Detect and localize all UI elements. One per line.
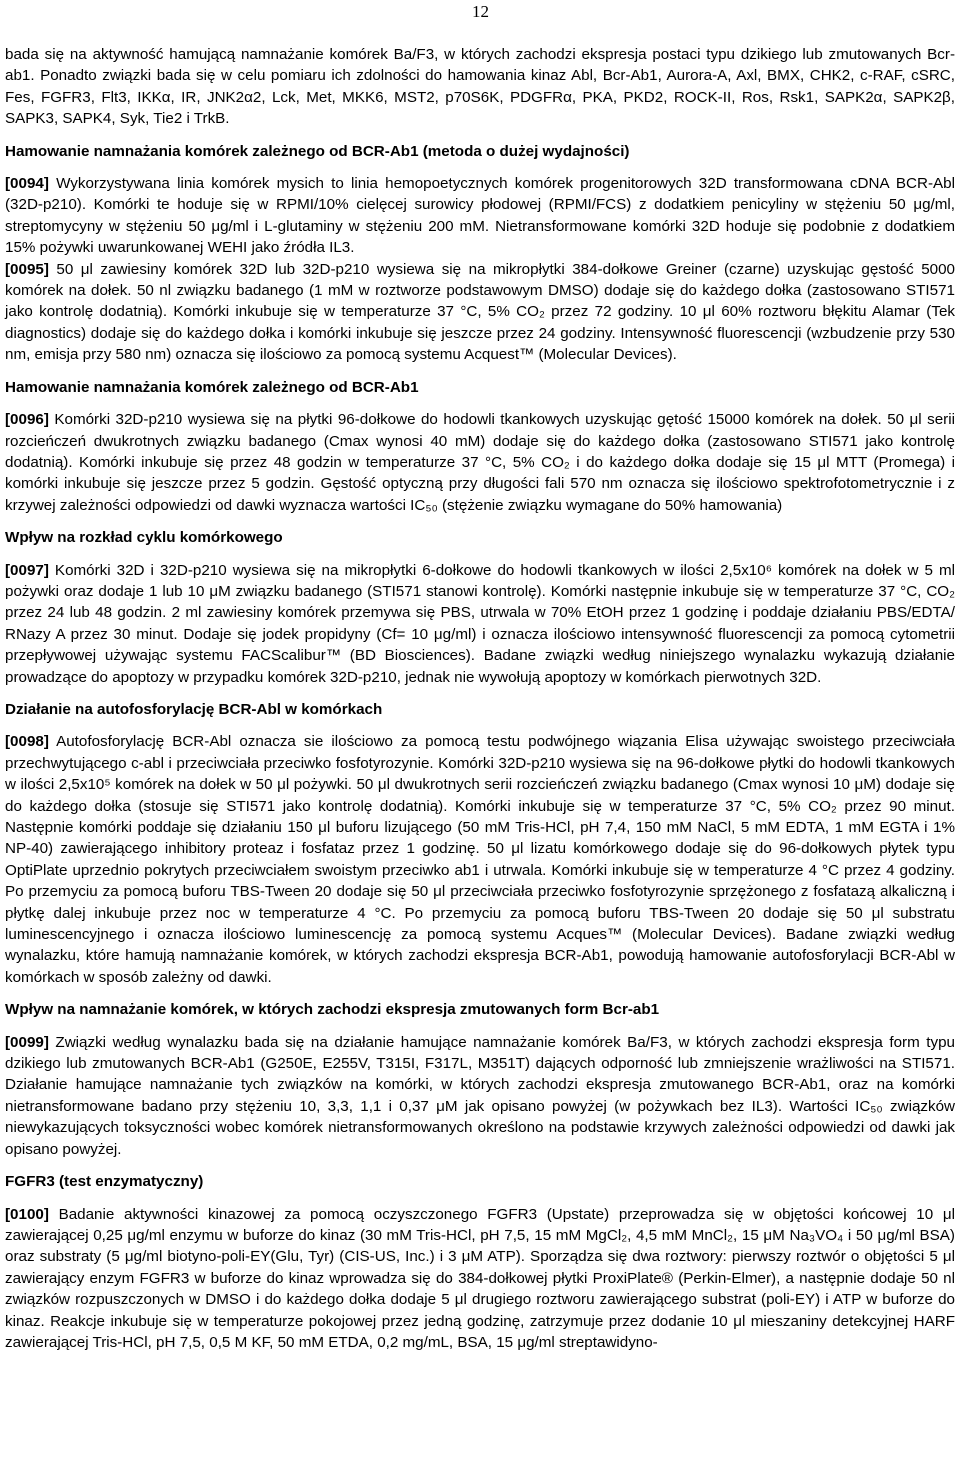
paragraph-number: [0100] — [5, 1205, 49, 1223]
paragraph-number: [0098] — [5, 733, 49, 751]
page-number: 12 — [472, 2, 489, 21]
document-body — [5, 44, 955, 1353]
intro-paragraph: bada się na aktywność hamującą namnażanie komórek Ba/F3, w których zachodzi ekspresja postaci typu dzikiego lub zmutowanych Bcr-ab1. Ponadto związki bada się w celu pomiaru ich zdolności do hamowania kinaz Abl, Bcr-Ab1, Aurora-A, Axl, BMX, CHK2, c-RAF, cSRC, Fes, FGFR3, Flt3, IKKα, IR, JNK2α2, Lck, Met, MKK6, MST2, p70S6K, PDGFRα, PKA, PKD2, ROCK-II, Ros, Rsk1, SAPK2α, SAPK2β, SAPK3, SAPK4, Syk, Tie2 i TrkB. — [5, 46, 955, 128]
paragraph-text: Komórki 32D i 32D-p210 wysiewa się na mikropłytki 6-dołkowe do hodowli tkankowych w ilości 2,5x10⁶ komórek na dołek w 5 ml pożywki oraz dodaje 1 lub 10 μM związku badanego (STI571 stanowi kontrolę). Komórki następnie inkubuje się w temperaturze 37 °C, CO₂ przez 24 lub 48 godzin. 2 ml zawiesiny komórek przemywa się PBS, utrwala w 70% EtOH przez 1 godzinę i poddaje działaniu PBS/EDTA/ RNazy A przez 30 minut. Dodaje się jodek propidyny (Cf= 10 μg/ml) i oznacza ilościowo intensywność fluorescencji za pomocą cytometrii przepływowej używając systemu FACScalibur™ (BD Biosciences). Badane związki według niniejszego wynalazku wykazują działanie prowadzące do apoptozy w przypadku komórek 32D-p210, jednak nie wywołują apoptozy w komórkach pierwotnych 32D. — [5, 561, 955, 686]
paragraph-number: [0094] — [5, 175, 49, 193]
paragraph-number: [0095] — [5, 260, 49, 278]
heading-autophosphorylation: Działanie na autofosforylację BCR-Abl w komórkach — [5, 700, 383, 718]
paragraph-text: Związki według wynalazku bada się na działanie hamujące namnażanie komórek Ba/F3, w których zachodzi ekspresja form typu dzikiego lub zmutowanych BCR-Ab1 (G250E, E255V, T315I, F317L, M351T) dających odporność lub zmniejszenie wrażliwości na STI571. Działanie hamujące namnażanie tych związków na komórki, w których zachodzi ekspresja zmutowanego BCR-Ab1, oraz na komórki nietransformowane badano przy stężeniu 10, 3,3, 1,1 i 0,37 μM jak opisano powyżej (w pożywkach bez IL3). Wartości IC₅₀ związków niewykazujących toksyczności wobec komórek nietransformowanych określono na podstawie krzywych zależności odpowiedzi od dawki jak opisano powyżej. — [5, 1033, 955, 1158]
paragraph-number: [0097] — [5, 561, 49, 579]
paragraph-0094 — [5, 173, 955, 259]
paragraph-0097 — [5, 560, 955, 688]
paragraph-0096 — [5, 409, 955, 516]
heading-fgfr3: FGFR3 (test enzymatyczny) — [5, 1173, 204, 1191]
heading-bcr-abl-proliferation: Hamowanie namnażania komórek zależnego od BCR-Ab1 — [5, 378, 419, 396]
paragraph-text: Komórki 32D-p210 wysiewa się na płytki 96-dołkowe do hodowli tkankowych uzyskując gętość 15000 komórek na dołek. 50 μl serii rozcieńczeń dwukrotnych związku badanego (Cmax wynosi 40 mM) dodaje się do każdego dołka (zastosowano STI571 jako kontrolę dodatnią). Komórki inkubuje się przez 48 godzin w temperaturze 37 °C, 5% CO₂ i do każdego dołka dodaje się 15 μl MTT (Promega) i komórki inkubuje się jeszcze przez 5 godzin. Gęstość optyczną przy długości fali 570 nm oznacza się ilościowo spektrofotometrycznie i z krzywej zależności odpowiedzi od dawki wyznacza wartości IC₅₀ (stężenie związku wymagane do 50% hamowania) — [5, 411, 955, 514]
paragraph-0099 — [5, 1032, 955, 1160]
paragraph-0098 — [5, 731, 955, 988]
paragraph-text: Badanie aktywności kinazowej za pomocą oczyszczonego FGFR3 (Upstate) przeprowadza się w objętości końcowej 10 μl zawierającej 0,25 μg/ml enzymu w buforze do kinaz (30 mM Tris-HCl, pH 7,5, 15 mM MgCl₂, 4,5 mM MnCl₂, 15 μM Na₃VO₄ i 50 μg/ml BSA) oraz substraty (5 μg/ml biotyno-poli-EY(Glu, Tyr) (CIS-US, Inc.) i 3 μM ATP). Sporządza się dwa roztwory: pierwszy roztwór o objętości 5 μl zawierający enzym FGFR3 w buforze do kinaz wprowadza się do 384-dołkowej płytki ProxiPlate® (Perkin-Elmer), a następnie dodaje 50 nl związków rozpuszczonych w DMSO i do każdego dołka dodaje 5 μl drugiego roztworu zawierającego substrat (poli-EY) i ATP w buforze do kinaz. Reakcje inkubuje się w temperaturze pokojowej przez jedną godzinę, zatrzymuje przez dodanie 10 μl mieszaniny detekcyjnej HARF zawierającej Tris-HCl, pH 7,5, 0,5 M KF, 50 mM ETDA, 0,2 mg/mL, BSA, 15 μg/ml streptawidyno- — [5, 1205, 955, 1351]
heading-bcr-abl-high-throughput: Hamowanie namnażania komórek zależnego od BCR-Ab1 (metoda o dużej wydajności) — [5, 142, 630, 160]
heading-cell-cycle: Wpływ na rozkład cyklu komórkowego — [5, 529, 283, 547]
paragraph-number: [0099] — [5, 1033, 49, 1051]
paragraph-text: 50 μl zawiesiny komórek 32D lub 32D-p210 wysiewa się na mikropłytki 384-dołkowe Greiner (czarne) uzyskując gęstość 5000 komórek na dołek. 50 nl związku badanego (1 mM w roztworze podstawowym DMSO) dodaje się do każdego dołka (zastosowano STI571 jako kontrolę dodatnią). Komórki inkubuje się w temperaturze 37 °C, 5% CO₂ przez 72 godziny. 10 μl 60% roztworu błękitu Alamar (Tek diagnostics) dodaje się do każdego dołka i komórki inkubuje się jeszcze przez 24 godziny. Intensywność fluorescencji (wzbudzenie przy 530 nm, emisja przy 580 nm) oznacza się ilościowo za pomocą systemu Acquest™ (Molecular Devices). — [5, 260, 955, 364]
paragraph-text: Wykorzystywana linia komórek mysich to linia hemopoetycznych komórek progenitorowych 32D transformowana cDNA BCR-Abl (32D-p210). Komórki te hoduje się w RPMI/10% cielęcej surowicy płodowej (RPMI/FCS) z dodatkiem penicyliny w stężeniu 50 μg/ml, streptomycyny w stężeniu 50 μg/ml i L-glutaminy w stężeniu 200 mM. Nietransformowane komórki 32D hoduje się podobnie z dodatkiem 15% pożywki uwarunkowanej WEHI jako źródła IL3. — [5, 175, 955, 257]
paragraph-number: [0096] — [5, 411, 49, 429]
heading-mutant-forms: Wpływ na namnażanie komórek, w których zachodzi ekspresja zmutowanych form Bcr-ab1 — [5, 1001, 660, 1019]
paragraph-0095 — [5, 259, 955, 366]
paragraph-text: Autofosforylację BCR-Abl oznacza sie ilościowo za pomocą testu podwójnego wiązania Elisa używając swoistego przeciwciała przechwytującego c-abl i przeciwciała przeciwko fosfotyrozynie. Komórki 32D-p210 wysiewa się na 96-dołkowe płytki do hodowli tkankowych w ilości 2,5x10⁵ komórek na dołek w 50 μl pożywki. 50 μl dwukrotnych serii rozcieńczeń związku badanego (Cmax wynosi 10 μM) dodaje się do każdego dołka (stosuje się STI571 jako kontrolę dodatnią). Komórki inkubuje się w temperaturze 37 °C, 5% CO₂ przez 90 minut. Następnie komórki poddaje się działaniu 150 μl buforu lizującego (50 mM Tris-HCl, pH 7,4, 150 mM NaCl, 5 mM EDTA, 1 mM EGTA i 1% NP-40) zawierającego inhibitory proteaz i fosfataz przez 1 godzinę. 50 μl lizatu komórkowego dodaje się do 96-dołkowych płytek typu OptiPlate uprzednio pokrytych przeciwciałem swoistym przeciwko ab1 i utrwala. Komórki inkubuje się w temperaturze 4 °C przez 4 godziny. Po przemyciu za pomocą buforu TBS-Tween 20 dodaje się 50 μl przeciwciała przeciwko fosfotyrozynie sprzężonego z fosfatazą alkaliczną i płytkę dalej inkubuje przez noc w temperaturze 4 °C. Po przemyciu za pomocą buforu TBS-Tween 20 dodaje się 50 μl substratu luminescencyjnego i oznacza ilościowo luminescencję za pomocą systemu Acques™ (Molecular Devices). Badane związki według wynalazku, które hamują namnażanie komórek, w których zachodzi ekspresja BCR-Ab1, powodują hamowanie autofosforylacji BCR-Abl w komórkach w sposób zależny od dawki. — [5, 733, 955, 986]
paragraph-0100 — [5, 1204, 955, 1354]
